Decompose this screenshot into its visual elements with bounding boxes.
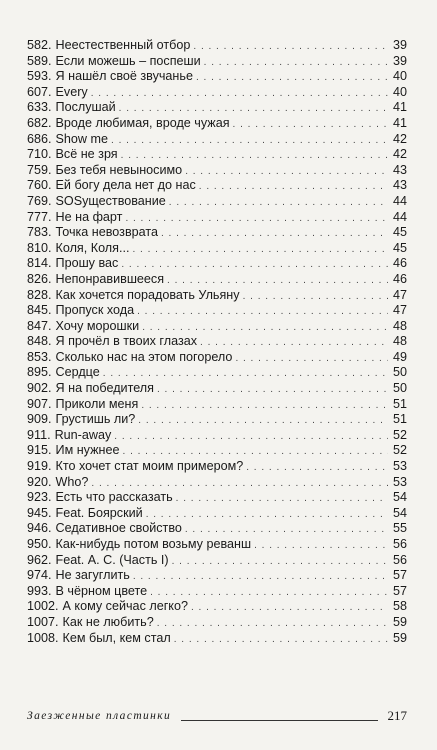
entry-page-number: 54 — [392, 505, 407, 520]
entry-page-number: 57 — [392, 568, 407, 583]
toc-entry — [27, 272, 407, 288]
toc-entry — [27, 412, 407, 428]
entry-title: Не загуглить — [55, 568, 130, 583]
toc-entry — [27, 163, 407, 179]
entry-number: 920. — [27, 474, 52, 489]
entry-title: Я на победителя — [55, 381, 154, 396]
dot-leader — [142, 320, 388, 336]
entry-title: Точка невозврата — [55, 225, 158, 240]
toc-entry — [27, 506, 407, 522]
toc-entry — [27, 490, 407, 506]
entry-number: 1008. — [27, 630, 59, 645]
entry-page-number: 57 — [392, 583, 407, 598]
dot-leader — [199, 179, 388, 195]
toc-entry — [27, 85, 407, 101]
entry-number: 810. — [27, 240, 52, 255]
dot-leader — [132, 242, 388, 258]
toc-entry — [27, 631, 407, 647]
dot-leader — [119, 101, 388, 117]
dot-leader — [193, 39, 388, 55]
entry-page-number: 59 — [392, 614, 407, 629]
entry-title: Есть что рассказать — [55, 490, 173, 505]
entry-title: Послушай — [55, 100, 116, 115]
entry-page-number: 49 — [392, 349, 407, 364]
running-title: Заезженные пластинки — [27, 710, 172, 722]
entry-title: Сколько нас на этом погорело — [55, 349, 233, 364]
toc-entry — [27, 381, 407, 397]
dot-leader — [133, 569, 388, 585]
entry-number: 828. — [27, 287, 52, 302]
entry-number: 907. — [27, 396, 52, 411]
entry-title: Им нужнее — [55, 443, 120, 458]
dot-leader — [174, 632, 388, 648]
entry-number: 826. — [27, 271, 52, 286]
page-number: 217 — [387, 708, 407, 723]
toc-entry — [27, 334, 407, 350]
entry-title: Пропуск хода — [55, 303, 135, 318]
entry-page-number: 41 — [392, 100, 407, 115]
entry-title: Коля, Коля... — [55, 240, 130, 255]
toc-entry — [27, 568, 407, 584]
toc-entry — [27, 443, 407, 459]
dot-leader — [167, 273, 388, 289]
entry-number: 919. — [27, 459, 52, 474]
entry-page-number: 42 — [392, 147, 407, 162]
toc-entry — [27, 256, 407, 272]
toc-entry — [27, 350, 407, 366]
entry-title: Feat. А. С. (Часть I) — [55, 552, 169, 567]
entry-number: 845. — [27, 303, 52, 318]
toc-entry — [27, 132, 407, 148]
entry-page-number: 47 — [392, 303, 407, 318]
toc-entry — [27, 38, 407, 54]
entry-page-number: 48 — [392, 318, 407, 333]
toc-entry — [27, 194, 407, 210]
entry-number: 847. — [27, 318, 52, 333]
entry-number: 946. — [27, 521, 52, 536]
entry-title: А кому сейчас легко? — [62, 599, 188, 614]
toc-entry — [27, 365, 407, 381]
entry-number: 759. — [27, 162, 52, 177]
entry-page-number: 52 — [392, 427, 407, 442]
dot-leader — [121, 148, 388, 164]
toc-entry — [27, 241, 407, 257]
entry-page-number: 46 — [392, 271, 407, 286]
entry-number: 710. — [27, 147, 52, 162]
entry-title: Не на фарт — [55, 209, 123, 224]
entry-page-number: 56 — [392, 552, 407, 567]
entry-title: Run-away — [54, 427, 112, 442]
dot-leader — [91, 476, 388, 492]
entry-page-number: 47 — [392, 287, 407, 302]
entry-page-number: 50 — [392, 381, 407, 396]
toc-entry — [27, 599, 407, 615]
entry-title: Если можешь – поспеши — [55, 53, 201, 68]
entry-number: 974. — [27, 568, 52, 583]
dot-leader — [138, 413, 388, 429]
entry-number: 777. — [27, 209, 52, 224]
toc-entry — [27, 178, 407, 194]
entry-title: Хочу морошки — [55, 318, 140, 333]
entry-title: Без тебя невыносимо — [55, 162, 183, 177]
dot-leader — [233, 117, 388, 133]
toc-entry — [27, 147, 407, 163]
entry-title: Неестественный отбор — [55, 38, 191, 52]
entry-number: 682. — [27, 115, 52, 130]
toc-entry — [27, 54, 407, 70]
toc-entry — [27, 428, 407, 444]
entry-title: Как-нибудь потом возьму реванш — [55, 537, 252, 551]
dot-leader — [111, 133, 388, 149]
entry-page-number: 41 — [392, 115, 407, 130]
entry-title: Every — [55, 84, 88, 99]
entry-title: Как не любить? — [62, 614, 154, 629]
toc-entry — [27, 521, 407, 537]
entry-number: 993. — [27, 583, 52, 598]
dot-leader — [246, 460, 388, 476]
dot-leader — [191, 600, 388, 616]
toc-entry — [27, 475, 407, 491]
dot-leader — [243, 289, 388, 305]
toc-entry — [27, 397, 407, 413]
entry-title: Ей богу дела нет до нас — [55, 178, 196, 193]
entry-number: 1007. — [27, 614, 59, 629]
entry-title: В чёрном цвете — [55, 583, 148, 598]
dot-leader — [185, 522, 388, 538]
entry-title: Прошу вас — [55, 256, 119, 271]
entry-title: Я прочёл в твоих глазах — [55, 334, 198, 349]
entry-title: Всё не зря — [55, 147, 118, 162]
dot-leader — [176, 491, 388, 507]
dot-leader — [161, 226, 388, 242]
dot-leader — [146, 507, 388, 523]
entry-title: Я нашёл своё звучанье — [55, 69, 193, 84]
dot-leader — [172, 554, 388, 570]
entry-title: Непонравившееся — [55, 271, 165, 286]
dot-leader — [121, 257, 388, 273]
entry-title: Feat. Боярский — [55, 505, 143, 520]
dot-leader — [204, 55, 388, 71]
entry-number: 962. — [27, 552, 52, 567]
toc-entry — [27, 288, 407, 304]
toc-entry — [27, 319, 407, 335]
toc-entry — [27, 553, 407, 569]
toc-entry — [27, 584, 407, 600]
entry-number: 848. — [27, 334, 52, 349]
dot-leader — [125, 211, 388, 227]
entry-page-number: 43 — [392, 178, 407, 193]
entry-page-number: 50 — [392, 365, 407, 380]
entry-page-number: 40 — [392, 84, 407, 99]
dot-leader — [254, 538, 388, 554]
toc-entry — [27, 537, 407, 553]
entry-page-number: 58 — [392, 599, 407, 614]
entry-page-number: 39 — [392, 38, 407, 52]
entry-page-number: 52 — [392, 443, 407, 458]
dot-leader — [150, 585, 388, 601]
entry-number: 607. — [27, 84, 52, 99]
dot-leader — [137, 304, 388, 320]
entry-number: 909. — [27, 412, 52, 427]
dot-leader — [141, 398, 388, 414]
entry-page-number: 51 — [392, 412, 407, 427]
entry-page-number: 56 — [392, 537, 407, 551]
entry-page-number: 54 — [392, 490, 407, 505]
entry-number: 582. — [27, 38, 52, 52]
dot-leader — [235, 351, 388, 367]
entry-page-number: 53 — [392, 459, 407, 474]
entry-number: 911. — [27, 427, 51, 442]
entry-number: 760. — [27, 178, 52, 193]
footer-divider — [181, 720, 377, 721]
toc-entry — [27, 225, 407, 241]
dot-leader — [169, 195, 388, 211]
entry-page-number: 48 — [392, 334, 407, 349]
entry-title: Как хочется порадовать Ульяну — [55, 287, 240, 302]
toc-entry — [27, 303, 407, 319]
toc-entry — [27, 459, 407, 475]
entry-page-number: 39 — [392, 53, 407, 68]
entry-number: 593. — [27, 69, 52, 84]
entry-title: Сердце — [55, 365, 100, 380]
entry-page-number: 53 — [392, 474, 407, 489]
dot-leader — [185, 164, 388, 180]
entry-title: Кто хочет стат моим примером? — [55, 459, 244, 474]
entry-number: 853. — [27, 349, 52, 364]
entry-page-number: 51 — [392, 396, 407, 411]
entry-number: 950. — [27, 537, 52, 551]
entry-title: Вроде любимая, вроде чужая — [55, 115, 230, 130]
entry-page-number: 46 — [392, 256, 407, 271]
entry-page-number: 45 — [392, 240, 407, 255]
entry-title: Кем был, кем стал — [62, 630, 171, 645]
dot-leader — [200, 335, 388, 351]
dot-leader — [196, 70, 388, 86]
entry-number: 783. — [27, 225, 52, 240]
entry-number: 769. — [27, 193, 52, 208]
entry-page-number: 42 — [392, 131, 407, 146]
entry-title: SOSуществование — [55, 193, 166, 208]
entry-number: 633. — [27, 100, 52, 115]
dot-leader — [123, 444, 388, 460]
entry-page-number: 59 — [392, 630, 407, 645]
dot-leader — [157, 616, 388, 632]
entry-title: Седативное свойство — [55, 521, 182, 536]
page-footer — [27, 707, 407, 725]
entry-number: 686. — [27, 131, 52, 146]
entry-title: Грустишь ли? — [55, 412, 136, 427]
entry-page-number: 45 — [392, 225, 407, 240]
table-of-contents — [27, 38, 407, 646]
entry-page-number: 55 — [392, 521, 407, 536]
entry-number: 589. — [27, 53, 52, 68]
toc-entry — [27, 116, 407, 132]
entry-number: 945. — [27, 505, 52, 520]
dot-leader — [91, 86, 388, 102]
entry-title: Show me — [55, 131, 109, 146]
dot-leader — [103, 366, 388, 382]
entry-number: 895. — [27, 365, 52, 380]
entry-page-number: 44 — [392, 209, 407, 224]
toc-entry — [27, 615, 407, 631]
entry-number: 814. — [27, 256, 52, 271]
entry-number: 1002. — [27, 599, 59, 614]
entry-title: Приколи меня — [55, 396, 139, 411]
entry-title: Who? — [55, 474, 89, 489]
dot-leader — [114, 429, 388, 445]
toc-entry — [27, 210, 407, 226]
dot-leader — [157, 382, 388, 398]
entry-page-number: 44 — [392, 193, 407, 208]
entry-number: 902. — [27, 381, 52, 396]
entry-page-number: 43 — [392, 162, 407, 177]
entry-number: 915. — [27, 443, 52, 458]
toc-entry — [27, 69, 407, 85]
toc-entry — [27, 100, 407, 116]
entry-page-number: 40 — [392, 69, 407, 84]
entry-number: 923. — [27, 490, 52, 505]
